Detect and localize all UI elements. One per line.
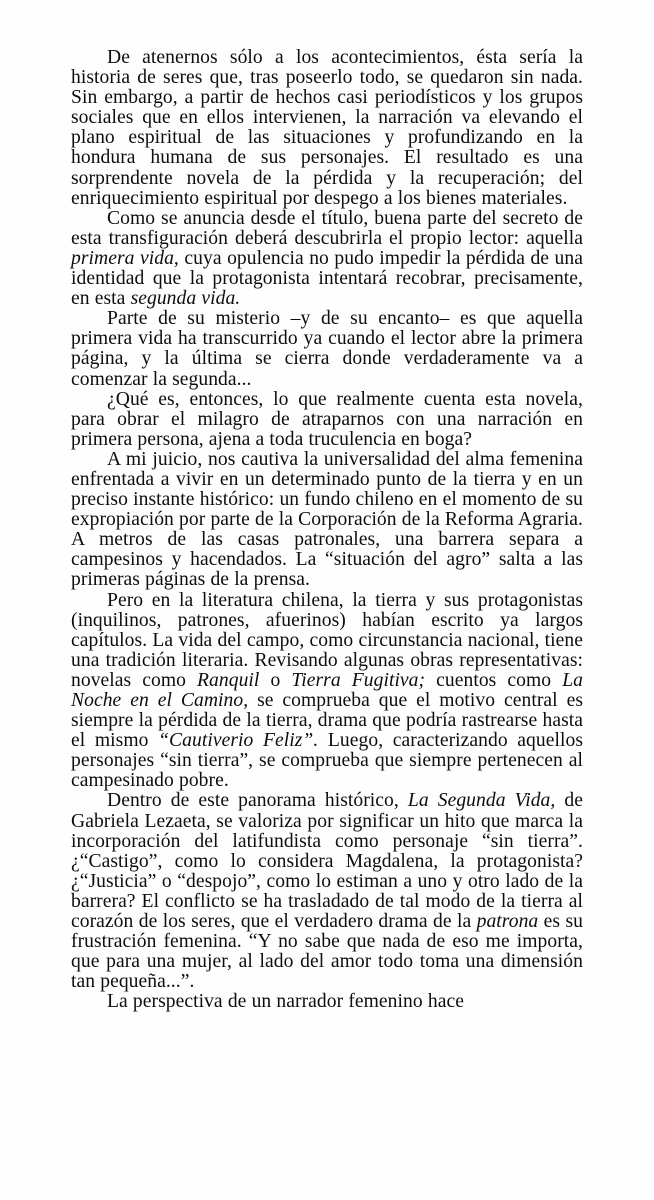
italic-run: patrona xyxy=(476,911,539,933)
text-run: Parte de su misterio –y de su encanto– es que aquella primera vida ha transcurrido ya cuando el lector abre la primera página, y la última se cierra donde verdaderamente va a comenzar la segunda... xyxy=(71,308,583,390)
paragraph xyxy=(71,48,583,209)
paragraph xyxy=(71,309,583,389)
italic-run: Ranquil xyxy=(197,669,260,691)
italic-run: primera vida, xyxy=(71,247,179,269)
text-run: La perspectiva de un narrador femenino hace xyxy=(107,991,464,1013)
paragraph xyxy=(71,390,583,450)
text-run: cuentos como xyxy=(425,669,563,691)
italic-run: La Noche en el Camino, xyxy=(71,669,583,711)
text-run: De atenernos sólo a los acontecimientos, ésta sería la historia de seres que, tras poseerlo todo, se quedaron sin nada. Sin embargo, a partir de hechos casi periodísticos y los grupos sociales que en ellos intervienen, la narración va elevando el plano espiritual de las situaciones y profundizando en la hondura humana de sus personajes. El resultado es una sorprendente novela de la pérdida y la recuperación; del enriquecimiento espiritual por despego a los bienes materiales. xyxy=(71,47,583,209)
text-run: A mi juicio, nos cautiva la universalidad del alma femenina enfrentada a vivir en un determinado punto de la tierra y en un preciso instante histórico: un fundo chileno en el momento de su expropiación por parte de la Corporación de la Reforma Agraria. A metros de las casas patronales, una barrera separa a campesinos y hacendados. La “situación del agro” salta a las primeras páginas de la prensa. xyxy=(71,448,584,591)
text-run: cuya opulencia no pudo impedir la pérdida de una identidad que la protagonista intentará recobrar, precisamente, en esta xyxy=(71,247,583,310)
paragraph xyxy=(71,992,583,1012)
paragraph xyxy=(71,450,583,591)
text-run: se comprueba que el motivo central es siempre la pérdida de la tierra, drama que podría rastrearse hasta el mismo xyxy=(71,690,584,752)
italic-run: Tierra Fugitiva; xyxy=(291,669,426,691)
text-run: ¿Qué es, entonces, lo que realmente cuenta esta novela, para obrar el milagro de atraparnos con una narración en primera persona, ajena a toda truculencia en boga? xyxy=(71,388,583,450)
text-run: Como se anuncia desde el título, buena parte del secreto de esta transfiguración deberá descubrirla el propio lector: aquella xyxy=(71,207,583,249)
paragraph xyxy=(71,591,583,792)
body-text-block xyxy=(71,48,583,1013)
text-run: Dentro de este panorama histórico, xyxy=(107,790,408,812)
paragraph xyxy=(71,209,583,309)
text-run: de Gabriela Lezaeta, se valoriza por significar un hito que marca la incorporación del latifundista como personaje “sin tierra”. ¿“Castigo”, como lo considera Magdalena, la protagonista? ¿“Justicia” o “despojo”, como lo estiman a uno y otro lado de la barrera? El conflicto se ha trasladado de tal modo de la tierra al corazón de los seres, que el verdadero drama de la xyxy=(71,790,583,933)
paragraph xyxy=(71,791,583,992)
text-run: es su frustración femenina. “Y no sabe que nada de eso me importa, que para una mujer, al lado del amor todo toma una dimensión tan pequeña...”. xyxy=(71,911,583,993)
text-run: Pero en la literatura chilena, la tierra y sus protagonistas (inquilinos, patrones, afuerinos) habían escrito ya largos capítulos. La vida del campo, como circunstancia nacional, tiene una tradición literaria. Revisando algunas obras representativas: novelas como xyxy=(71,589,583,691)
text-run: o xyxy=(259,669,292,691)
italic-run: “Cautiverio Feliz”. xyxy=(158,730,319,752)
text-run: Luego, caracterizando aquellos personajes “sin tierra”, se comprueba que siempre pertenecen al campesinado pobre. xyxy=(71,730,583,792)
italic-run: segunda vida. xyxy=(130,288,241,310)
italic-run: La Segunda Vida, xyxy=(407,790,556,812)
